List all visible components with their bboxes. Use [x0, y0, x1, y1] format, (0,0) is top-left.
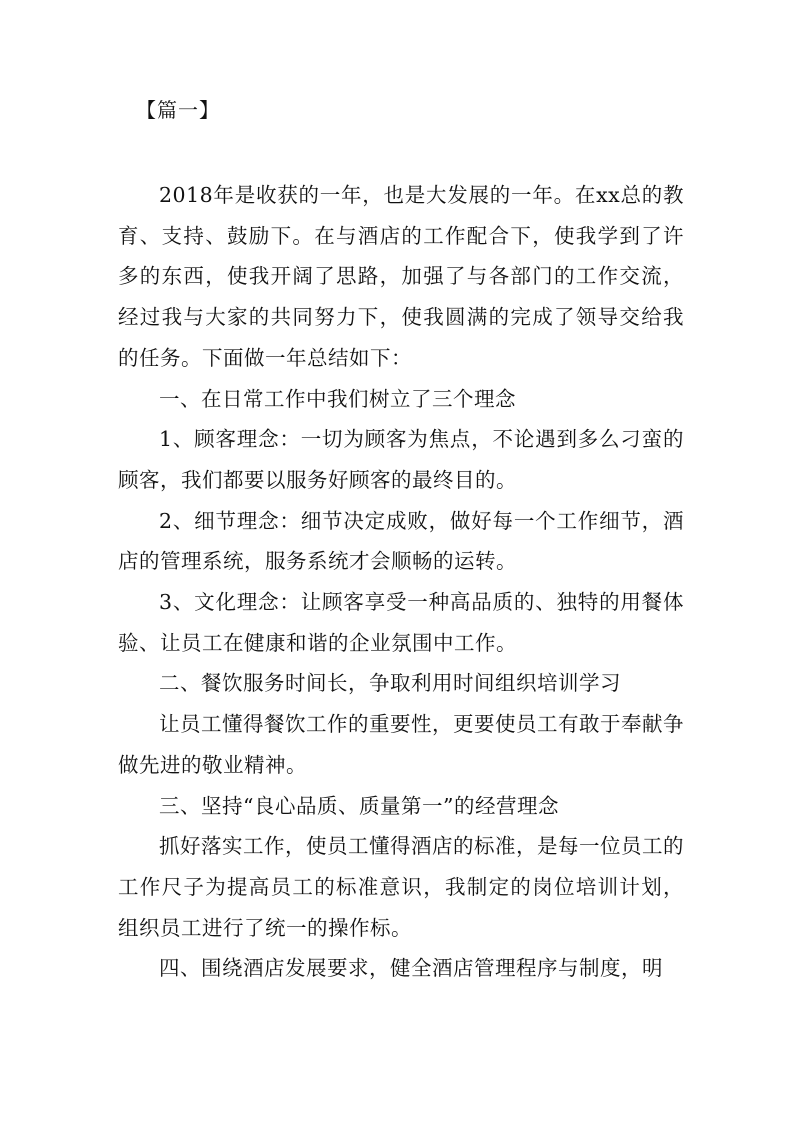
paragraph-section-2-title: 二、餐饮服务时间长，争取利用时间组织培训学习	[159, 671, 621, 696]
paragraph-section-1-title: 一、在日常工作中我们树立了三个理念	[159, 386, 516, 411]
paragraph-section-3-title: 三、坚持“良心品质、质量第一”的经营理念	[159, 793, 559, 818]
paragraph-section-3-body: 抓好落实工作，使员工懂得酒店的标准，是每一位员工的工作尺子为提高员工的标准意识，我制定的岗位培训计划，组织员工进行了统一的操作标。	[118, 834, 684, 940]
paragraph-section-2-body: 让员工懂得餐饮工作的重要性，更要使员工有敢于奉献争做先进的敬业精神。	[118, 712, 684, 777]
document-body	[118, 175, 684, 989]
paragraph-customer-concept: 1、顾客理念：一切为顾客为焦点，不论遇到多么刁蛮的顾客，我们都要以服务好顾客的最终目的。	[118, 427, 684, 492]
paragraph-section-4-title: 四、围绕酒店发展要求，健全酒店管理程序与制度，明	[159, 956, 663, 981]
section-heading: 【篇一】	[136, 98, 220, 122]
paragraph-culture-concept: 3、文化理念：让顾客享受一种高品质的、独特的用餐体验、让员工在健康和谐的企业氛围中工作。	[118, 590, 684, 655]
paragraph-detail-concept: 2、细节理念：细节决定成败，做好每一个工作细节，酒店的管理系统，服务系统才会顺畅的运转。	[118, 508, 684, 574]
paragraph-intro: 2018年是收获的一年，也是大发展的一年。在xx总的教育、支持、鼓励下。在与酒店的工作配合下，使我学到了许多的东西，使我开阔了思路，加强了与各部门的工作交流，经过我与大家的共同努力下，使我圆满的完成了领导交给我的任务。下面做一年总结如下：	[118, 183, 684, 370]
